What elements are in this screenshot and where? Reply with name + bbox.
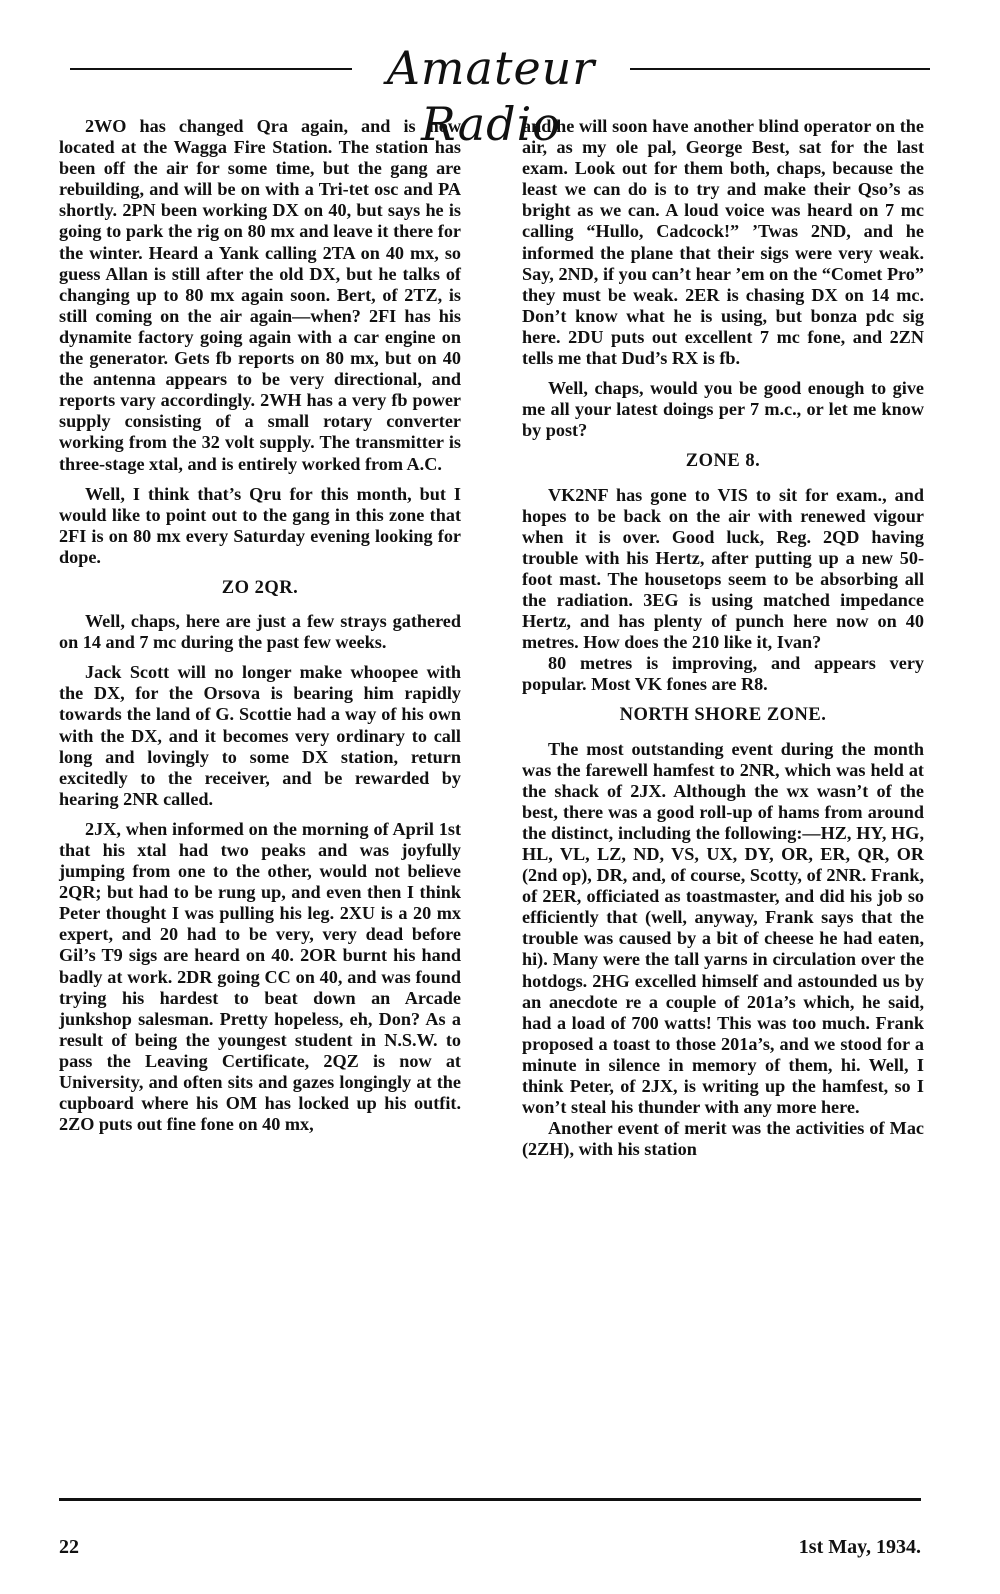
paragraph: Another event of merit was the activities of Mac (2ZH), with his station bbox=[522, 1118, 924, 1160]
footer-rule bbox=[59, 1498, 921, 1501]
paragraph: Well, chaps, would you be good enough to give me all your latest doings per 7 m.c., or let me know by post? bbox=[522, 378, 924, 441]
paragraph: 80 metres is improving, and appears very popular. Most VK fones are R8. bbox=[522, 653, 924, 695]
paragraph: VK2NF has gone to VIS to sit for exam., and hopes to be back on the air with renewed vigour when it is over. Good luck, Reg. 2QD having trouble with his Hertz, after putting up a new 50-foot mast. The housetops seem to be absorbing all the radiation. 3EG is using matched impedance Hertz, and has plenty of punch here now on 40 metres. How does the 210 like it, Ivan? bbox=[522, 484, 924, 653]
paragraph: and he will soon have another blind operator on the air, as my ole pal, George Best, sat for the last exam. Look out for them both, chaps, because the least we can do is to try and make their Qso’s as bright as we can. A loud voice was heard on 7 mc calling “Hullo, Cadcock!” ’Twas 2ND, and he informed the plane that their sigs were very weak. Say, 2ND, if you can’t hear ’em on the “Comet Pro” they must be weak. 2ER is chasing DX on 14 mc. Don’t know what he is using, but bonza pdc sig here. 2DU puts out excellent 7 mc fone, and 2ZN tells me that Dud’s RX is fb. bbox=[522, 116, 924, 369]
left-column bbox=[59, 116, 461, 1144]
paragraph: Jack Scott will no longer make whoopee with the DX, for the Orsova is bearing him rapidly towards the land of G. Scottie had a way of his own with the DX, and it becomes very ordinary to call long and lovingly to some DX station, return excitedly to the receiver, and be rewarded by hearing 2NR called. bbox=[59, 662, 461, 809]
page-number: 22 bbox=[59, 1536, 79, 1558]
masthead-rule-right bbox=[630, 68, 930, 70]
paragraph: Well, I think that’s Qru for this month, but I would like to point out to the gang in this zone that 2FI is on 80 mx every Saturday evening looking for dope. bbox=[59, 483, 461, 567]
issue-date: 1st May, 1934. bbox=[798, 1536, 921, 1558]
masthead bbox=[70, 40, 930, 151]
section-heading: NORTH SHORE ZONE. bbox=[619, 705, 827, 726]
section-heading: ZO 2QR. bbox=[221, 577, 299, 598]
right-column bbox=[522, 116, 924, 1169]
masthead-title: Amateur Radio bbox=[386, 41, 596, 151]
paragraph: 2WO has changed Qra again, and is now located at the Wagga Fire Station. The station has been off the air for some time, but the gang are rebuilding, and will be on with a Tri-tet osc and PA shortly. 2PN been working DX on 40, but says he is going to park the rig on 80 mx and leave it there for the winter. Heard a Yank calling 2TA on 40 mx, so guess Allan is still after the old DX, but he talks of changing up to 80 mx again soon. Bert, of 2TZ, is still coming on the air again—when? 2FI has his dynamite factory going again with a car engine on the generator. Gets fb reports on 80 mx, but on 40 the antenna appears to be very directional, and reports vary accordingly. 2WH has a very fb power supply consisting of a small rotary converter working from the 32 volt supply. The transmitter is three-stage xtal, and is entirely worked from A.C. bbox=[59, 116, 461, 474]
masthead-rule-left bbox=[70, 68, 352, 70]
paragraph: 2JX, when informed on the morning of April 1st that his xtal had two peaks and was joyfully jumping from one to the other, would not believe 2QR; but had to be rung up, and even then I think Peter thought I was pulling his leg. 2XU is a 20 mx expert, and 20 had to be very, very dead before Gil’s T9 sigs are heard on 40. 2OR burnt his hand badly at work. 2DR going CC on 40, and was found trying his hardest to beat down an Arcade junkshop salesman. Pretty hopeless, eh, Don? As a result of being the youngest student in N.S.W. to pass the Leaving Certificate, 2QZ is now at University, and often sits and gazes longingly at the cupboard where his OM has locked up his outfit. 2ZO puts out fine fone on 40 mx, bbox=[59, 818, 461, 1135]
paragraph: Well, chaps, here are just a few strays gathered on 14 and 7 mc during the past few weeks. bbox=[59, 611, 461, 653]
section-heading: ZONE 8. bbox=[685, 451, 761, 472]
paragraph: The most outstanding event during the month was the farewell hamfest to 2NR, which was held at the shack of 2JX. Although the wx wasn’t of the best, there was a good roll-up of hams from around the distinct, including the following:—HZ, HY, HG, HL, VL, LZ, ND, VS, UX, DY, OR, ER, QR, OR (2nd op), DR, and, of course, Scotty, of 2NR. Frank, of 2ER, officiated as toastmaster, and did his job so efficiently that (well, anyway, Frank says that the trouble was caused by a bit of cheese he had eaten, hi). Many were the tall yarns in circulation over the hotdogs. 2HG excelled himself and astounded us by an anecdote re a couple of 201a’s which, he said, had a load of 700 watts! This was too much. Frank proposed a toast to those 201a’s, and we stood for a minute in silence in memory of them, hi. Well, I think Peter, of 2JX, is writing up the hamfest, so I won’t steal his thunder with any more here. bbox=[522, 738, 924, 1118]
